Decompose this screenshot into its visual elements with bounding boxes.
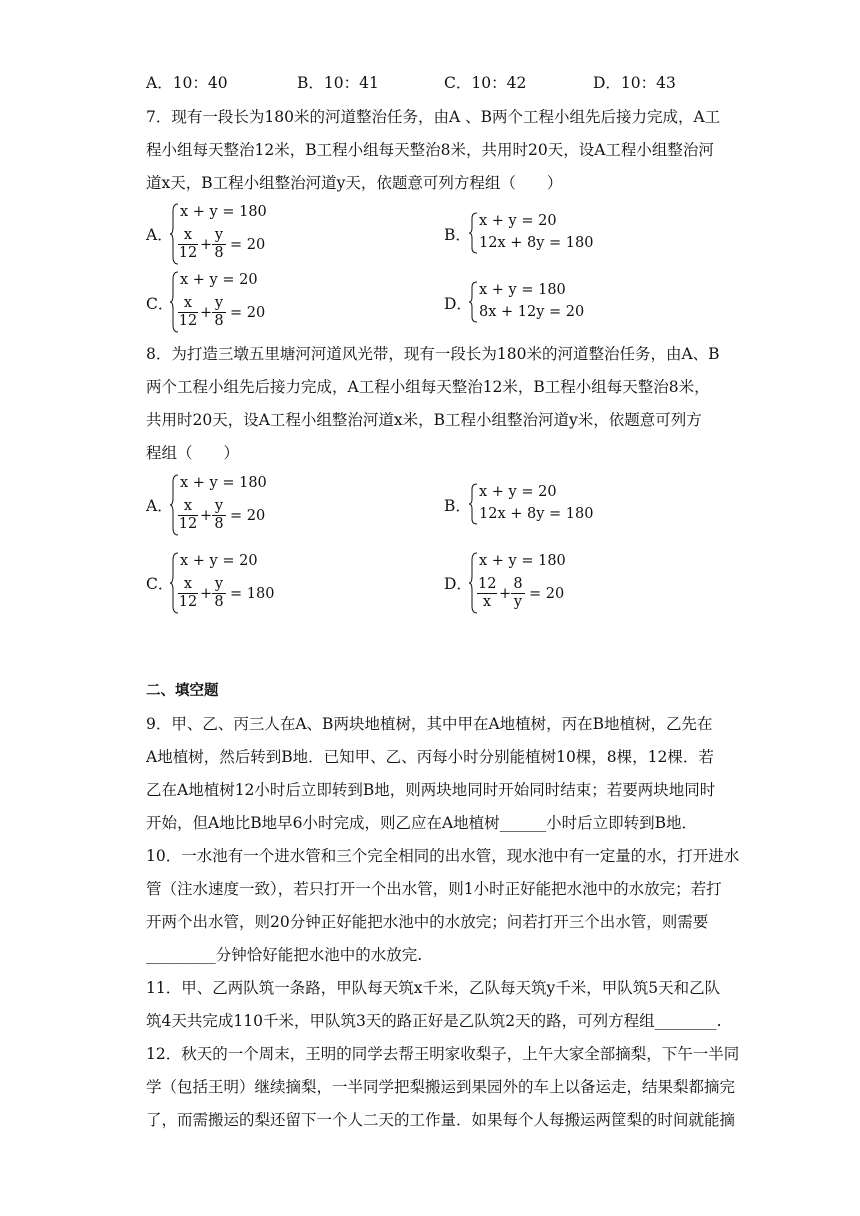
- q11-line-2: 筑4天共完成110千米，甲队筑3天的路正好是乙队筑2天的路，可列方程组________.: [146, 1012, 722, 1030]
- q7-option-b-system: x + y = 20 12x + 8y = 180: [469, 212, 589, 254]
- q7-option-b-label: B．: [444, 226, 471, 244]
- q8-option-a-label: A．: [146, 497, 173, 515]
- q11-line-1: 11．甲、乙两队筑一条路，甲队每天筑x千米，乙队每天筑y千米，甲队筑5天和乙队: [146, 979, 721, 997]
- q9-line-1: 9．甲、乙、丙三人在A、B两块地植树，其中甲在A地植树，丙在B地植树，乙先在: [146, 715, 713, 733]
- q8-option-c-label: C．: [146, 575, 174, 593]
- option-a: A．10：40: [146, 74, 228, 92]
- q7-line-2: 程小组每天整治12米，B工程小组每天整治8米，共用时20天，设A工程小组整治河: [146, 141, 714, 159]
- q8-line-1: 8．为打造三墩五里塘河河道风光带，现有一段长为180米的河道整治任务，由A、B: [146, 345, 720, 363]
- q7-option-c-label: C．: [146, 295, 174, 313]
- q8-line-4: 程组（ ）: [146, 444, 240, 462]
- q7-option-a-system: x + y = 180 $\frac{x}{12}$ + $\frac{y}{8}$ = 20: [170, 203, 280, 265]
- q8-option-b-system: x + y = 20 12x + 8y = 180: [469, 483, 589, 525]
- brace-icon: [469, 212, 479, 254]
- q7-option-d-system: x + y = 180 8x + 12y = 20: [469, 281, 589, 323]
- q10-line-4: _________分钟恰好能把水池中的水放完.: [146, 946, 423, 964]
- q7-option-a-label: A．: [146, 226, 173, 244]
- brace-icon: [469, 281, 479, 323]
- section-heading: 二、填空题: [146, 683, 219, 699]
- q12-line-2: 学（包括王明）继续摘梨，一半同学把梨搬运到果园外的车上以备运走，结果梨都摘完: [146, 1078, 736, 1096]
- q7-option-d-label: D．: [444, 295, 472, 313]
- q8-option-d-system: x + y = 180 $\frac{12}{x}$ + $\frac{8}{y}$ = 20: [469, 552, 579, 614]
- q10-line-1: 10．一水池有一个进水管和三个完全相同的出水管，现水池中有一定量的水，打开进水: [146, 847, 740, 865]
- q12-line-1: 12．秋天的一个周末，王明的同学去帮王明家收梨子，上午大家全部摘梨，下午一半同: [146, 1045, 740, 1063]
- q8-option-b-label: B．: [444, 497, 471, 515]
- q12-line-3: 了，而需搬运的梨还留下一个人二天的工作量．如果每个人每搬运两筐梨的时间就能摘: [146, 1111, 736, 1129]
- q9-line-4: 开始，但A地比B地早6小时完成，则乙应在A地植树______小时后立即转到B地．: [146, 814, 698, 832]
- q8-line-2: 两个工程小组先后接力完成，A工程小组每天整治12米，B工程小组每天整治8米，: [146, 378, 710, 396]
- option-d: D．10：43: [593, 74, 676, 92]
- q9-line-2: A地植树，然后转到B地．已知甲、乙、丙每小时分别能植树10棵，8棵，12棵．若: [146, 748, 714, 766]
- q10-line-3: 开两个出水管，则20分钟正好能把水池中的水放完；问若打开三个出水管，则需要: [146, 913, 709, 931]
- option-c: C．10：42: [444, 74, 527, 92]
- q8-option-d-label: D．: [444, 575, 472, 593]
- brace-icon: [469, 483, 479, 525]
- q9-line-3: 乙在A地植树12小时后立即转到B地，则两块地同时开始同时结束；若要两块地同时: [146, 781, 716, 799]
- q7-option-c-system: x + y = 20 $\frac{x}{12}$ + $\frac{y}{8}$ = 20: [170, 271, 280, 333]
- q7-line-3: 道x天，B工程小组整治河道y天，依题意可列方程组（ ）: [146, 174, 563, 192]
- q10-line-2: 管（注水速度一致），若只打开一个出水管，则1小时正好能把水池中的水放完；若打: [146, 880, 722, 898]
- q8-option-a-system: x + y = 180 $\frac{x}{12}$ + $\frac{y}{8}$ = 20: [170, 474, 280, 536]
- q7-line-1: 7．现有一段长为180米的河道整治任务，由A 、B两个工程小组先后接力完成，A工: [146, 108, 721, 126]
- q8-option-c-system: x + y = 20 $\frac{x}{12}$ + $\frac{y}{8}$ = 180: [170, 552, 280, 614]
- q8-line-3: 共用时20天，设A工程小组整治河道x米，B工程小组整治河道y米，依题意可列方: [146, 411, 702, 429]
- option-b: B．10：41: [297, 74, 379, 92]
